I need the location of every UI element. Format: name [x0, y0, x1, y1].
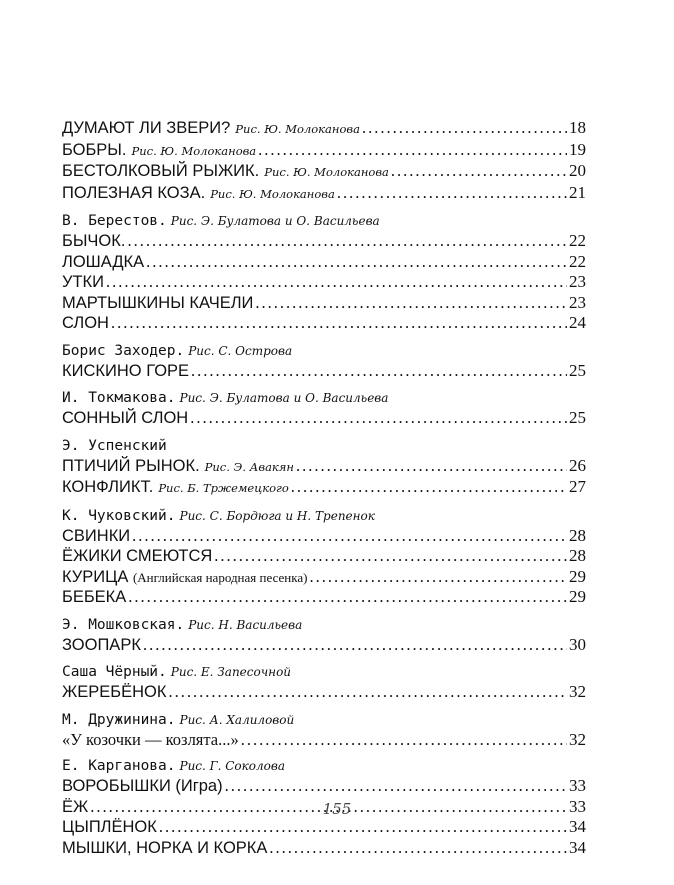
dot-leader — [111, 313, 567, 333]
entry-title: ЗООПАРК — [62, 635, 141, 654]
entry-title: УТКИ — [62, 273, 105, 291]
entry-title: СВИНКИ — [62, 526, 131, 545]
author-illustrator: Рис. Э. Булатова и О. Васильева — [170, 214, 380, 228]
entry-page: 29 — [569, 587, 586, 606]
dot-leader — [128, 587, 567, 607]
author-line — [62, 211, 586, 231]
dot-leader — [309, 567, 567, 587]
entry-page: 32 — [569, 729, 586, 749]
toc-entry — [62, 408, 586, 429]
toc-entry — [62, 252, 586, 273]
dot-leader — [106, 272, 567, 292]
dot-leader — [258, 140, 567, 160]
dot-leader — [191, 361, 567, 381]
toc-entry — [62, 477, 586, 499]
toc-section — [62, 710, 586, 750]
dot-leader — [159, 817, 567, 837]
entry-page: 19 — [569, 139, 586, 159]
author-name: М. Дружинина. — [62, 711, 176, 728]
entry-page: 28 — [569, 546, 586, 565]
author-line — [62, 341, 586, 361]
entry-page: 28 — [569, 525, 586, 545]
author-name: Борис Заходер. — [62, 342, 185, 359]
entry-page: 34 — [569, 837, 586, 857]
author-illustrator: Рис. С. Острова — [188, 343, 293, 358]
author-name: Э. Мошковская. — [62, 616, 185, 633]
table-of-contents — [62, 118, 586, 865]
entry-illustrator: Рис. Ю. Молоканова — [210, 186, 335, 201]
entry-title-main: КУРИЦА — [62, 567, 129, 586]
author-illustrator: Рис. А. Халиловой — [179, 712, 295, 727]
dot-leader — [168, 682, 567, 702]
entry-page: 22 — [569, 251, 586, 271]
entry-title: МАРТЫШКИНЫ КАЧЕЛИ — [62, 293, 254, 312]
entry-page: 18 — [569, 118, 586, 137]
dot-leader — [269, 838, 567, 858]
toc-entry — [62, 313, 586, 334]
toc-entry — [62, 587, 586, 608]
entry-title: ВОРОБЫШКИ (Игра) — [62, 777, 223, 795]
page-number: 155 — [322, 800, 352, 818]
entry-illustrator: Рис. Ю. Молоканова — [235, 122, 360, 136]
toc-entry — [62, 456, 586, 478]
toc-section — [62, 436, 586, 499]
author-illustrator: Рис. Г. Соколова — [179, 759, 286, 773]
entry-title: ПОЛЕЗНАЯ КОЗА. — [62, 183, 206, 202]
dot-leader — [362, 118, 567, 138]
entry-page: 22 — [569, 231, 586, 250]
author-name: Е. Карганова. — [62, 758, 176, 774]
toc-entry — [62, 140, 586, 162]
toc-section — [62, 118, 586, 204]
dot-leader — [391, 161, 567, 181]
entry-title: КИСКИНО ГОРЕ — [62, 361, 190, 380]
entry-page: 33 — [569, 776, 586, 795]
entry-title: ЦЫПЛЁНОК — [62, 818, 157, 836]
author-line — [62, 436, 586, 456]
entry-title: БЕБЕКА — [62, 588, 127, 606]
toc-entry — [62, 293, 586, 314]
author-illustrator: Рис. Н. Васильева — [188, 617, 303, 632]
author-line — [62, 662, 586, 682]
entry-page: 32 — [569, 682, 586, 701]
dot-leader — [241, 730, 567, 750]
author-line — [62, 506, 586, 526]
entry-title — [62, 568, 307, 588]
toc-entry — [62, 776, 586, 797]
entry-page: 29 — [569, 566, 586, 586]
entry-title: КОНФЛИКТ. — [62, 478, 154, 496]
entry-page: 21 — [569, 182, 586, 202]
dot-leader — [337, 183, 567, 203]
toc-section — [62, 341, 586, 382]
entry-title: БОБРЫ. — [62, 140, 127, 159]
dot-leader — [143, 635, 567, 655]
toc-entry — [62, 272, 586, 293]
entry-page: 25 — [569, 360, 586, 380]
toc-entry — [62, 838, 586, 859]
entry-subtitle: (Английская народная песенка) — [132, 569, 308, 585]
entry-page: 23 — [569, 272, 586, 291]
entry-title: СОННЫЙ СЛОН — [62, 409, 189, 427]
author-line — [62, 756, 586, 776]
toc-entry — [62, 817, 586, 838]
entry-illustrator: Рис. Б. Тржемецкого — [158, 481, 289, 495]
author-name: И. Токмакова. — [62, 390, 176, 406]
entry-page: 34 — [569, 817, 586, 836]
entry-page: 27 — [569, 477, 586, 496]
toc-entry — [62, 567, 586, 588]
toc-entry — [62, 361, 586, 382]
entry-title: СЛОН — [62, 314, 109, 332]
dot-leader — [255, 293, 567, 313]
author-name: В. Берестов. — [62, 213, 167, 229]
toc-entry — [62, 546, 586, 567]
entry-page: 26 — [569, 455, 586, 475]
author-illustrator: Рис. С. Бордюга и Н. Трепенок — [179, 508, 375, 523]
entry-illustrator: Рис. Ю. Молоканова — [131, 143, 257, 158]
toc-entry — [62, 118, 586, 140]
entry-title: МЫШКИ, НОРКА И КОРКА — [62, 838, 268, 857]
author-name: Э. Успенский — [62, 437, 167, 454]
dot-leader — [291, 477, 567, 497]
dot-leader — [190, 408, 567, 428]
dot-leader — [225, 776, 567, 796]
entry-title: БЫЧОК. — [62, 232, 126, 250]
author-line — [62, 615, 586, 635]
entry-page: 20 — [569, 161, 586, 180]
toc-section — [62, 662, 586, 703]
entry-page: 24 — [569, 313, 586, 332]
dot-leader — [214, 546, 567, 566]
author-line — [62, 710, 586, 730]
entry-title: ЁЖ — [62, 797, 89, 816]
toc-section — [62, 615, 586, 656]
toc-entry — [62, 635, 586, 656]
toc-entry — [62, 682, 586, 703]
dot-leader — [146, 252, 567, 272]
entry-illustrator: Рис. Э. Авакян — [204, 459, 294, 474]
entry-page: 23 — [569, 292, 586, 312]
entry-title: ПТИЧИЙ РЫНОК. — [62, 456, 200, 475]
toc-section — [62, 388, 586, 429]
entry-illustrator: Рис. Ю. Молоканова — [264, 165, 389, 179]
toc-entry — [62, 730, 586, 750]
entry-title: БЕСТОЛКОВЫЙ РЫЖИК. — [62, 162, 260, 180]
toc-section — [62, 506, 586, 608]
entry-title: ЛОШАДКА — [62, 252, 145, 271]
author-illustrator: Рис. Е. Запесочной — [170, 665, 292, 679]
toc-entry — [62, 526, 586, 547]
entry-title: ЁЖИКИ СМЕЮТСЯ — [62, 547, 213, 565]
entry-title: ДУМАЮТ ЛИ ЗВЕРИ? — [62, 119, 231, 137]
toc-entry — [62, 231, 586, 252]
entry-title: «У козочки — козлята...» — [62, 729, 239, 749]
author-name: К. Чуковский. — [62, 507, 176, 524]
toc-section — [62, 211, 586, 334]
dot-leader — [132, 526, 567, 546]
toc-entry — [62, 161, 586, 183]
entry-page: 33 — [569, 796, 586, 816]
author-name: Саша Чёрный. — [62, 664, 167, 680]
entry-title: ЖЕРЕБЁНОК — [62, 683, 167, 701]
entry-page: 30 — [569, 634, 586, 654]
entry-page: 25 — [569, 408, 586, 427]
author-line — [62, 388, 586, 408]
dot-leader — [127, 231, 567, 251]
dot-leader — [296, 456, 567, 476]
toc-entry — [62, 183, 586, 205]
author-illustrator: Рис. Э. Булатова и О. Васильева — [179, 391, 389, 405]
